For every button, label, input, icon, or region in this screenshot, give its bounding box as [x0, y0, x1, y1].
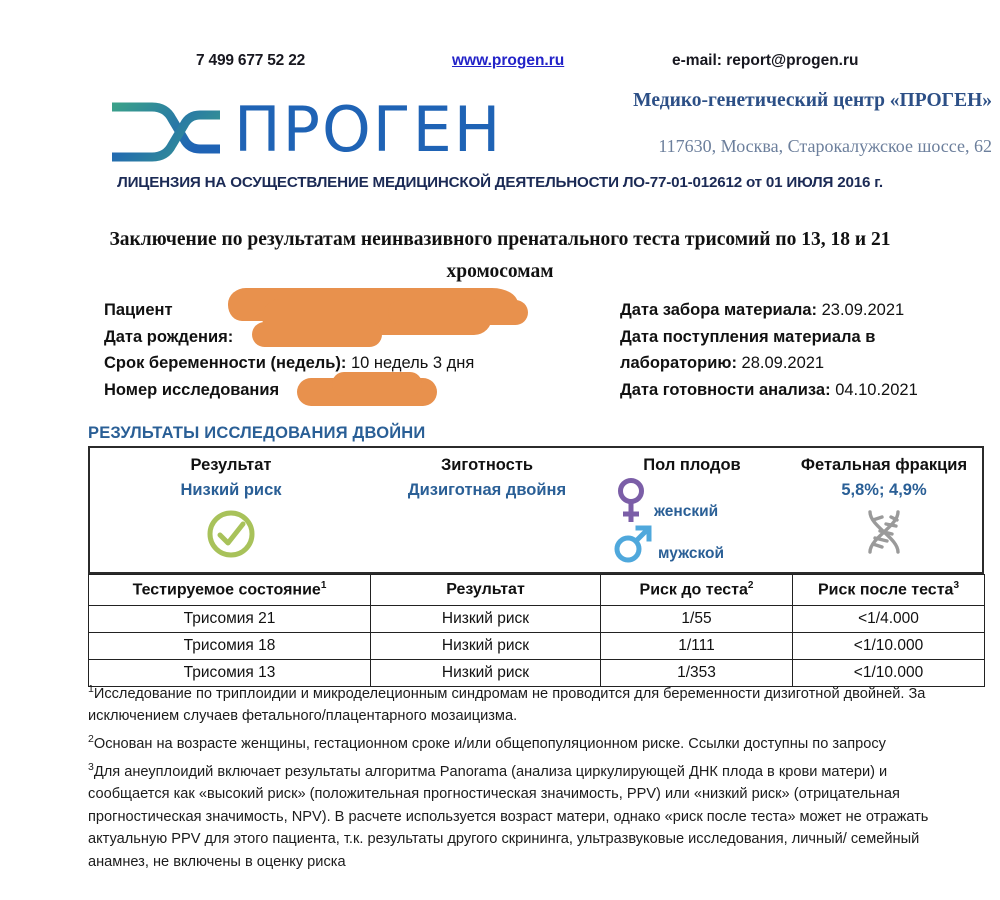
summary-result-value: Низкий риск	[180, 481, 282, 499]
cell-condition: Трисомия 21	[89, 606, 371, 633]
venus-female-icon	[614, 477, 648, 525]
label-lab-receipt-line1: Дата поступления материала в	[620, 327, 876, 346]
sex-row-female	[614, 477, 718, 525]
value-gestational-age: 10 недель 3 дня	[350, 354, 475, 372]
table-header-row	[89, 575, 985, 606]
cell-result: Низкий риск	[371, 633, 601, 660]
label-lab-receipt-line2: лабораторию:	[620, 354, 737, 372]
info-row-collection-date	[620, 297, 918, 324]
cell-condition: Трисомия 18	[89, 633, 371, 660]
label-birthdate: Дата рождения:	[104, 327, 234, 346]
summary-column-fetal-fraction	[782, 448, 986, 576]
cell-risk-before: 1/353	[601, 660, 793, 687]
cell-risk-before: 1/55	[601, 606, 793, 633]
summary-result-title: Результат	[190, 456, 272, 474]
cell-result: Низкий риск	[371, 660, 601, 687]
phone-number: 7 499 677 52 22	[196, 52, 306, 69]
sex-label-male: мужской	[658, 545, 725, 562]
col-header-risk-before: Риск до теста$^2$	[601, 575, 793, 606]
footnote-mark-1: 1	[320, 580, 327, 592]
summary-fetal-fraction-title: Фетальная фракция	[800, 456, 968, 474]
cell-risk-after: <1/10.000	[793, 633, 985, 660]
value-lab-receipt-date: 28.09.2021	[741, 354, 825, 372]
results-section-heading: РЕЗУЛЬТАТЫ ИССЛЕДОВАНИЯ ДВОЙНИ	[88, 424, 426, 442]
cell-risk-before: 1/111	[601, 633, 793, 660]
info-row-gestational-age	[104, 350, 474, 377]
table-row	[89, 633, 985, 660]
sex-row-male	[614, 521, 724, 565]
col-header-result: Результат	[371, 575, 601, 606]
footnote-3-text: Для анеуплоидий включает результаты алгоритма Panorama (анализа циркулирующей ДНК плода в крови матери) и сообщается как «высокий риск» (положительная прогностическая значимость, PPV) или «низкий риск» (отрицательная прогностическая значимость, NPV). В расчете используется возраст матери, однако «риск после теста» может не отражать актуальную PPV для этого пациента, т.к. результаты другого скрининга, ультразвуковые исследования, личный/ семейный анамнез, не включены в оценку риска	[88, 763, 929, 870]
footnote-mark-2: 2	[747, 580, 754, 592]
table-row	[89, 606, 985, 633]
label-ready-date: Дата готовности анализа:	[620, 380, 831, 399]
redaction-mark-study-number-2	[332, 372, 422, 396]
value-collection-date: 23.09.2021	[821, 301, 905, 319]
sex-label-female: женский	[654, 503, 719, 520]
email-address: e-mail: report@progen.ru	[672, 52, 859, 69]
cell-risk-after: <1/10.000	[793, 660, 985, 687]
summary-column-zygosity	[372, 448, 602, 576]
redaction-mark-birthdate	[252, 322, 382, 347]
patient-info-right	[620, 297, 918, 403]
footnote-mark-3: 3	[953, 580, 959, 592]
footnote-1	[88, 678, 968, 728]
cell-condition: Трисомия 13	[89, 660, 371, 687]
trisomy-results-table	[88, 574, 985, 687]
label-collection-date: Дата забора материала:	[620, 301, 818, 319]
results-summary-box	[88, 446, 984, 574]
footnote-3-mark: 3	[88, 760, 94, 773]
footnote-2-text: Основан на возрасте женщины, гестационном сроке и/или общепопуляционном риске. Ссылки доступны по запросу	[93, 735, 886, 752]
page-title: Заключение по результатам неинвазивного пренатального теста трисомий по 13, 18 и 21 хромосомам	[109, 229, 891, 282]
cell-result: Низкий риск	[371, 606, 601, 633]
info-row-lab-receipt-line2	[620, 350, 918, 377]
contact-bar	[0, 48, 1000, 74]
summary-fetal-fraction-value: 5,8%; 4,9%	[841, 481, 927, 499]
license-line: ЛИЦЕНЗИЯ НА ОСУЩЕСТВЛЕНИЕ МЕДИЦИНСКОЙ ДЕЯТЕЛЬНОСТИ ЛО-77-01-012612 от 01 ИЮЛЯ 2016 г.	[117, 174, 883, 191]
company-logo	[112, 93, 532, 171]
mars-male-icon	[614, 521, 652, 565]
info-row-ready-date	[620, 377, 918, 404]
summary-sex-title: Пол плодов	[643, 456, 741, 474]
summary-zygosity-title: Зиготность	[440, 456, 534, 474]
cell-risk-after: <1/4.000	[793, 606, 985, 633]
col-header-condition: Тестируемое состояние$^1$	[89, 575, 371, 606]
redaction-mark-patient-name-3	[388, 300, 528, 325]
progen-x-chromosome-mark	[112, 99, 220, 165]
website-link[interactable]: www.progen.ru	[452, 52, 565, 69]
footnote-2-mark: 2	[88, 733, 94, 746]
col-header-risk-after: Риск после теста$^3$	[793, 575, 985, 606]
footnote-2	[88, 728, 968, 755]
footnote-1-mark: 1	[88, 683, 94, 695]
logo-wordmark: ПРОГЕН	[234, 93, 503, 166]
organization-name: Медико-генетический центр «ПРОГЕН»	[633, 90, 992, 111]
value-ready-date: 04.10.2021	[835, 380, 918, 399]
label-patient: Пациент	[104, 301, 173, 319]
summary-zygosity-value: Дизиготная двойня	[407, 481, 567, 499]
footnotes-section	[88, 678, 968, 873]
check-circle-icon	[90, 508, 372, 560]
info-row-lab-receipt-line1	[620, 324, 918, 351]
summary-column-result	[90, 448, 372, 576]
label-study-number: Номер исследования	[104, 380, 280, 399]
sex-icons-wrap	[602, 477, 782, 573]
organization-address: 117630, Москва, Старокалужское шоссе, 62	[658, 136, 992, 156]
footnote-3	[88, 756, 968, 874]
label-gestational-age: Срок беременности (недель):	[104, 354, 347, 372]
footnote-1-text: Исследование по триплоидии и микроделеционным синдромам не проводится для беременности дизиготной двойней. За исключением случаев фетального/плацентарного мозаицизма.	[88, 685, 926, 725]
summary-column-sex	[602, 448, 782, 576]
dna-helix-icon	[782, 508, 986, 556]
